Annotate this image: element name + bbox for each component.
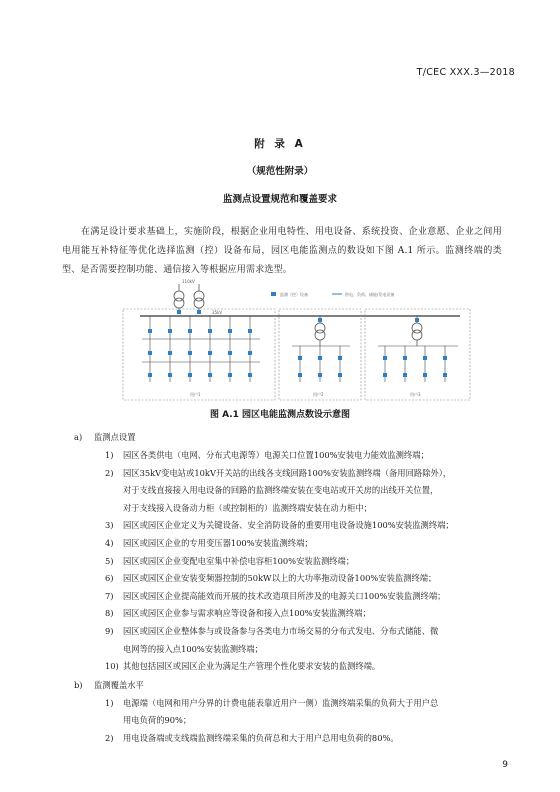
item-line: 园区或园区企业变配电室集中补偿电容柜100%安装监测终端； <box>123 555 355 566</box>
list-item <box>74 588 514 606</box>
item-number: 1) <box>105 450 114 460</box>
intro-paragraph: 在满足设计要求基础上，实施阶段，根据企业用电特性、用电设备、系统投资、企业意愿、企业之间用电用能互补特征等优化选择监测（控）设备布局，园区电能监测点的数设如下图 A.1 所示。监测终端的类型、是否需要控制功能、通信接入等根据应用需求选型。 <box>62 227 502 275</box>
item-line: 园区或园区企业定义为关键设备、安全消防设备的重要用电设备设施100%安装监测终端； <box>123 520 454 531</box>
item-line: 用电设备端或支线端监测终端采集的负荷总和大于用户总用电负荷的80%。 <box>123 732 399 743</box>
region-1-feeders <box>142 316 260 382</box>
item-line: 电网等的接入点100%安装监测终端； <box>123 643 263 654</box>
list-item <box>74 570 514 588</box>
section-heading <box>74 676 514 695</box>
legend <box>271 291 394 297</box>
region-3-label: 用户3 <box>410 392 421 397</box>
bus-voltage-label: 35kV <box>212 310 223 315</box>
annex-heading: 监测点设置规范和覆盖要求 <box>222 194 337 205</box>
item-line: 用电负荷的90%； <box>123 715 192 726</box>
requirements-list <box>74 428 514 748</box>
item-number: 8) <box>105 608 114 619</box>
user-region-1 <box>123 309 275 400</box>
item-line: 园区或园区企业整体参与或设备参与各类电力市场交易的分布式发电、分布式储能、微 <box>123 625 439 636</box>
main-transformer-icon <box>174 284 204 314</box>
item-number: 10) <box>105 661 119 672</box>
list-item <box>74 535 514 553</box>
region-3-meters <box>383 318 447 377</box>
item-line: 园区或园区企业参与需求响应等设备和接入点100%安装监测终端； <box>123 608 371 619</box>
item-line: 对于支线接入设备动力柜（或控制柜的）监测终端安装在动力柜中； <box>123 502 372 513</box>
list-item <box>74 695 514 730</box>
item-number: 5) <box>105 555 114 566</box>
legend-line-label: 供电、负荷、储能/发电设备 <box>345 292 395 297</box>
list-item <box>74 553 514 571</box>
list-item <box>74 517 514 535</box>
figure-caption: 图 A.1 园区电能监测点数设示意图 <box>209 410 351 420</box>
section-marker: a) <box>74 432 83 442</box>
standard-id: T/CEC XXX.3—2018 <box>416 67 515 78</box>
list-item <box>74 730 514 748</box>
item-line: 园区或园区企业安装变频器控制的50kW以上的大功率拖动设备100%安装监测终端； <box>123 573 437 584</box>
item-number: 2) <box>105 732 114 743</box>
section-title: 监测覆盖水平 <box>94 679 144 690</box>
item-line: 园区或园区企业提高能效而开展的技术改造项目所涉及的电源关口100%安装监测终端； <box>123 590 446 601</box>
item-number: 6) <box>105 573 114 584</box>
section-marker: b) <box>74 679 83 690</box>
meter-icon <box>177 310 181 314</box>
item-line: 对于支线直接接入用电设备的回路的监测终端安装在变电站或开关房的出线开关位置， <box>123 485 439 496</box>
monitoring-point-diagram <box>120 279 474 402</box>
item-line: 电源端（电网和用户分界的计费电能表靠近用户一侧）监测终端采集的负荷大于用户总 <box>123 697 439 708</box>
item-line: 园区35kV变电站或10kV开关站的出线各支线回路100%安装监测终端（备用回路除外）， <box>123 467 452 478</box>
region-1-label: 用户1 <box>190 392 201 397</box>
list-item <box>74 605 514 623</box>
item-line: 其他包括园区或园区企业为满足生产管理个性化要求安装的监测终端。 <box>123 661 381 672</box>
region-2-label: 用户2 <box>313 392 324 397</box>
legend-meter-label: 监测（控）设备 <box>280 292 308 297</box>
annex-title: 附 录 A <box>254 138 306 150</box>
item-number: 3) <box>105 520 114 531</box>
section-title: 监测点设置 <box>94 432 136 442</box>
item-number: 4) <box>105 537 114 548</box>
top-voltage-label: 110kV <box>182 279 195 284</box>
item-number: 9) <box>105 625 114 636</box>
meter-icon <box>197 310 201 314</box>
item-number: 1) <box>105 697 114 708</box>
region-1-meters <box>148 329 252 377</box>
list-item <box>74 447 514 465</box>
list-item <box>74 465 514 518</box>
item-number: 2) <box>105 467 114 478</box>
page-number: 9 <box>502 760 508 770</box>
item-line: 园区各类供电（电网、分布式电源等）电源关口位置100%安装电力能效监测终端； <box>123 450 429 460</box>
section-heading <box>74 428 514 447</box>
item-line: 园区或园区企业的专用变压器100%安装监测终端； <box>123 537 313 548</box>
list-item <box>74 658 514 676</box>
annex-type: （规范性附录） <box>246 166 314 177</box>
item-number: 7) <box>105 590 114 601</box>
list-item <box>74 623 514 658</box>
